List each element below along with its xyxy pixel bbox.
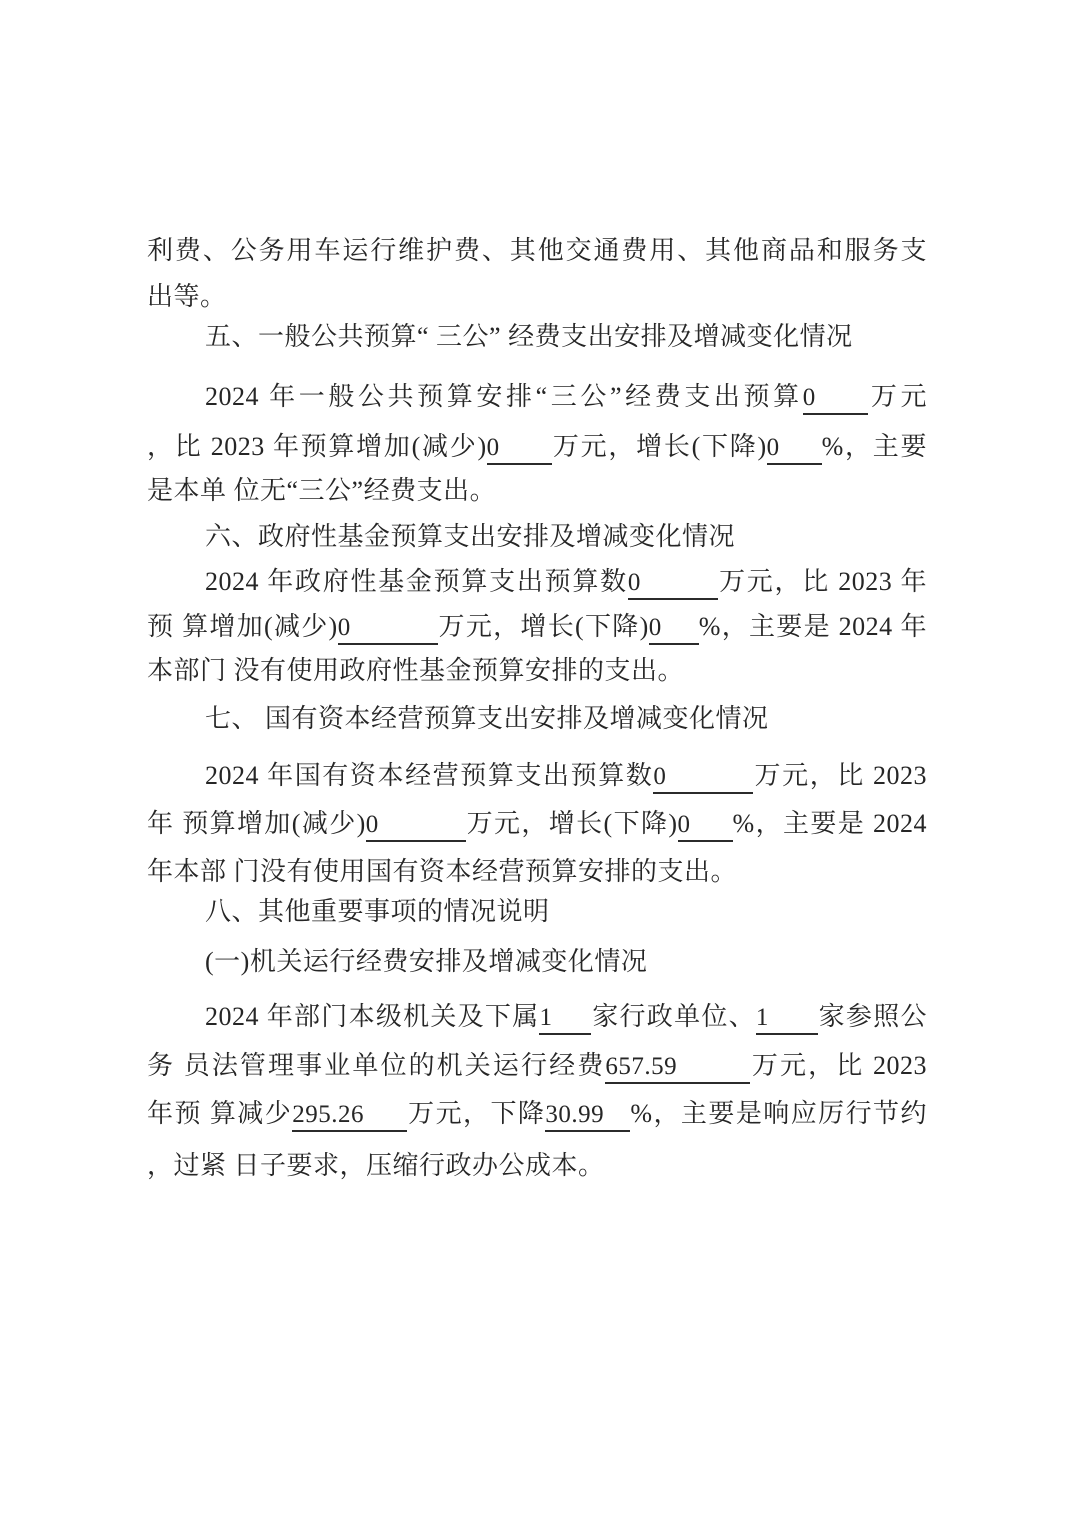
text-run: 万元，增长(下降) xyxy=(465,809,678,838)
text-run: 万元，比 2023 年 xyxy=(717,567,927,596)
text-run: 万元，比 2023 xyxy=(753,761,927,790)
blank-field: 0 xyxy=(628,568,718,600)
text-run: 年本部 门没有使用国有资本经营预算安排的支出。 xyxy=(147,857,738,886)
text-run: (一)机关运行经费安排及增减变化情况 xyxy=(205,947,648,976)
text-run: 年 预算增加(减少) xyxy=(147,809,366,838)
text-line xyxy=(147,1046,927,1086)
text-run: 八、其他重要事项的情况说明 xyxy=(205,897,550,926)
text-line xyxy=(147,317,927,357)
text-line xyxy=(147,517,927,557)
text-run: %，主要是 2024 xyxy=(732,809,927,838)
blank-field: 0 xyxy=(649,613,699,645)
blank-field: 1 xyxy=(539,1003,591,1035)
blank-field: 0 xyxy=(803,383,868,415)
blank-field: 0 xyxy=(366,810,466,842)
text-run: 万元，增长(下降) xyxy=(437,612,649,641)
text-run: %，主要是 2024 年 xyxy=(698,612,927,641)
text-run: 出等。 xyxy=(147,282,227,311)
blank-field: 0 xyxy=(653,762,753,794)
text-run: 万元 xyxy=(867,382,927,411)
text-run: ，比 2023 年预算增加(减少) xyxy=(147,432,487,461)
blank-field: 0 xyxy=(487,433,552,465)
text-line xyxy=(147,471,927,511)
text-run: 万元，比 2023 xyxy=(750,1051,927,1080)
text-line xyxy=(147,852,927,892)
text-run: 家参照公 xyxy=(817,1002,927,1031)
text-run: 五、一般公共预算“ 三公” 经费支出安排及增减变化情况 xyxy=(205,322,853,351)
blank-field: 30.99 xyxy=(545,1100,630,1132)
text-line xyxy=(147,651,927,691)
text-run: ，过紧 日子要求，压缩行政办公成本。 xyxy=(147,1151,605,1180)
text-line xyxy=(147,231,927,271)
text-run: 年预 算减少 xyxy=(147,1099,293,1128)
text-run: 本部门 没有使用政府性基金预算安排的支出。 xyxy=(147,656,685,685)
blank-field: 0 xyxy=(338,613,438,645)
text-line xyxy=(147,1146,927,1186)
text-line xyxy=(147,427,927,467)
text-run: 2024 年国有资本经营预算支出预算数 xyxy=(205,761,654,790)
text-run: 是本单 位无“三公”经费支出。 xyxy=(147,476,497,505)
text-run: 万元，下降 xyxy=(407,1099,546,1128)
text-line xyxy=(147,892,927,932)
text-run: 预 算增加(减少) xyxy=(147,612,338,641)
text-line xyxy=(147,699,927,739)
text-line xyxy=(147,997,927,1037)
text-run: %，主要是响应厉行节约 xyxy=(630,1099,927,1128)
text-line xyxy=(147,377,927,417)
text-run: 七、 国有资本经营预算支出安排及增减变化情况 xyxy=(205,704,769,733)
text-line xyxy=(147,277,927,317)
text-run: 2024 年一般公共预算安排“三公”经费支出预算 xyxy=(205,382,803,411)
text-line xyxy=(147,756,927,796)
blank-field: 1 xyxy=(756,1003,818,1035)
text-run: 家行政单位、 xyxy=(591,1002,756,1031)
blank-field: 0 xyxy=(767,433,822,465)
text-run: 2024 年政府性基金预算支出预算数 xyxy=(205,567,628,596)
text-line xyxy=(147,1094,927,1134)
text-run: 六、政府性基金预算支出安排及增减变化情况 xyxy=(205,522,736,551)
text-run: 万元，增长(下降) xyxy=(551,432,767,461)
text-line xyxy=(147,942,927,982)
text-line xyxy=(147,562,927,602)
text-run: 2024 年部门本级机关及下属 xyxy=(205,1002,540,1031)
text-line xyxy=(147,804,927,844)
blank-field: 0 xyxy=(678,810,733,842)
blank-field: 657.59 xyxy=(605,1052,750,1084)
document-body xyxy=(147,0,927,1520)
blank-field: 295.26 xyxy=(292,1100,407,1132)
text-line xyxy=(147,607,927,647)
text-run: %，主要 xyxy=(821,432,927,461)
text-run: 利费、公务用车运行维护费、其他交通费用、其他商品和服务支 xyxy=(147,236,927,265)
text-run: 务 员法管理事业单位的机关运行经费 xyxy=(147,1051,606,1080)
